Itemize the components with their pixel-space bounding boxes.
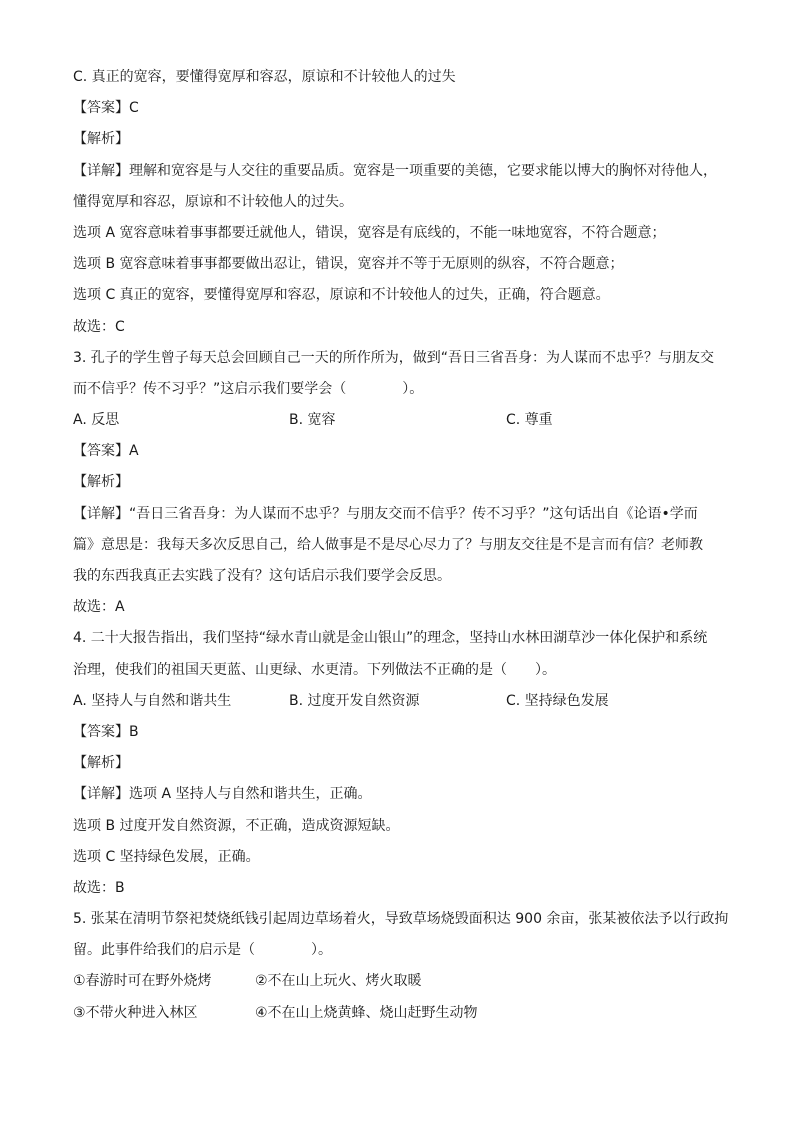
explanation-line: 【详解】“吾日三省吾身：为人谋而不忠乎？与朋友交而不信乎？传不习乎？”这句话出自《论语•学而 <box>73 505 698 522</box>
explanation-line: 选项 C 坚持绿色发展，正确。 <box>73 848 260 865</box>
question-5-text: 留。此事件给我们的启示是（ ）。 <box>73 942 332 959</box>
document-page <box>73 62 733 1029</box>
option-c: C. 尊重 <box>506 412 553 429</box>
conclusion-line: 故选：A <box>73 599 125 616</box>
explanation-line: 【详解】选项 A 坚持人与自然和谐共生，正确。 <box>73 786 372 803</box>
option-c-text: C. 真正的宽容，要懂得宽厚和容忍，原谅和不计较他人的过失 <box>73 69 456 85</box>
question-4-options <box>73 686 733 717</box>
choice-3: ③不带火种进入林区 <box>73 1004 198 1021</box>
option-c: C. 坚持绿色发展 <box>506 692 609 709</box>
explanation-line: 篇》意思是：我每天多次反思自己，给人做事是不是尽心尽力了？与朋友交往是不是言而有信？老师教 <box>73 536 703 553</box>
conclusion-line: 故选：B <box>73 879 125 896</box>
explanation-line: 【详解】理解和宽容是与人交往的重要品质。宽容是一项重要的美德，它要求能以博大的胸怀对待他人， <box>73 162 717 179</box>
choice-1: ①春游时可在野外烧烤 <box>73 973 212 990</box>
option-a: A. 反思 <box>73 412 120 429</box>
answer-label: 【答案】C <box>73 100 139 117</box>
explanation-line: 我的东西我真正去实践了没有？这句话启示我们要学会反思。 <box>73 568 451 584</box>
option-a: A. 坚持人与自然和谐共生 <box>73 692 232 709</box>
question-5-text: 5. 张某在清明节祭祀焚烧纸钱引起周边草场着火，导致草场烧毁面积达 900 余亩，张某被依法予以行政拘 <box>73 911 729 928</box>
question-3-options <box>73 405 733 436</box>
conclusion-line: 故选：C <box>73 318 125 335</box>
question-5-choices <box>73 966 733 997</box>
answer-label: 【答案】A <box>73 443 139 460</box>
answer-label: 【答案】B <box>73 723 139 740</box>
question-3-text: 3. 孔子的学生曾子每天总会回顾自己一天的所作所为，做到“吾日三省吾身：为人谋而不忠乎？与朋友交 <box>73 349 715 366</box>
question-4-text: 4. 二十大报告指出，我们坚持“绿水青山就是金山银山”的理念，坚持山水林田湖草沙一体化保护和系统 <box>73 630 708 647</box>
analysis-label: 【解析】 <box>73 131 129 148</box>
choice-4: ④不在山上烧黄蜂、烧山赶野生动物 <box>255 1004 478 1021</box>
analysis-label: 【解析】 <box>73 755 129 772</box>
question-3-text: 而不信乎？传不习乎？”这启示我们要学会（ ）。 <box>73 380 424 397</box>
question-4-text: 治理，使我们的祖国天更蓝、山更绿、水更清。下列做法不正确的是（ ）。 <box>73 661 556 678</box>
explanation-line: 选项 B 宽容意味着事事都要做出忍让，错误，宽容并不等于无原则的纵容，不符合题意； <box>73 256 624 273</box>
explanation-line: 懂得宽厚和容忍，原谅和不计较他人的过失。 <box>73 193 353 210</box>
choice-2: ②不在山上玩火、烤火取暖 <box>255 973 422 990</box>
option-b: B. 宽容 <box>289 412 336 429</box>
question-5-choices <box>73 998 733 1029</box>
analysis-label: 【解析】 <box>73 474 129 491</box>
explanation-line: 选项 B 过度开发自然资源，不正确，造成资源短缺。 <box>73 817 400 834</box>
option-b: B. 过度开发自然资源 <box>289 692 420 709</box>
explanation-line: 选项 C 真正的宽容，要懂得宽厚和容忍，原谅和不计较他人的过失，正确，符合题意。 <box>73 287 610 304</box>
explanation-line: 选项 A 宽容意味着事事都要迁就他人，错误，宽容是有底线的，不能一味地宽容，不符合题意； <box>73 224 666 241</box>
